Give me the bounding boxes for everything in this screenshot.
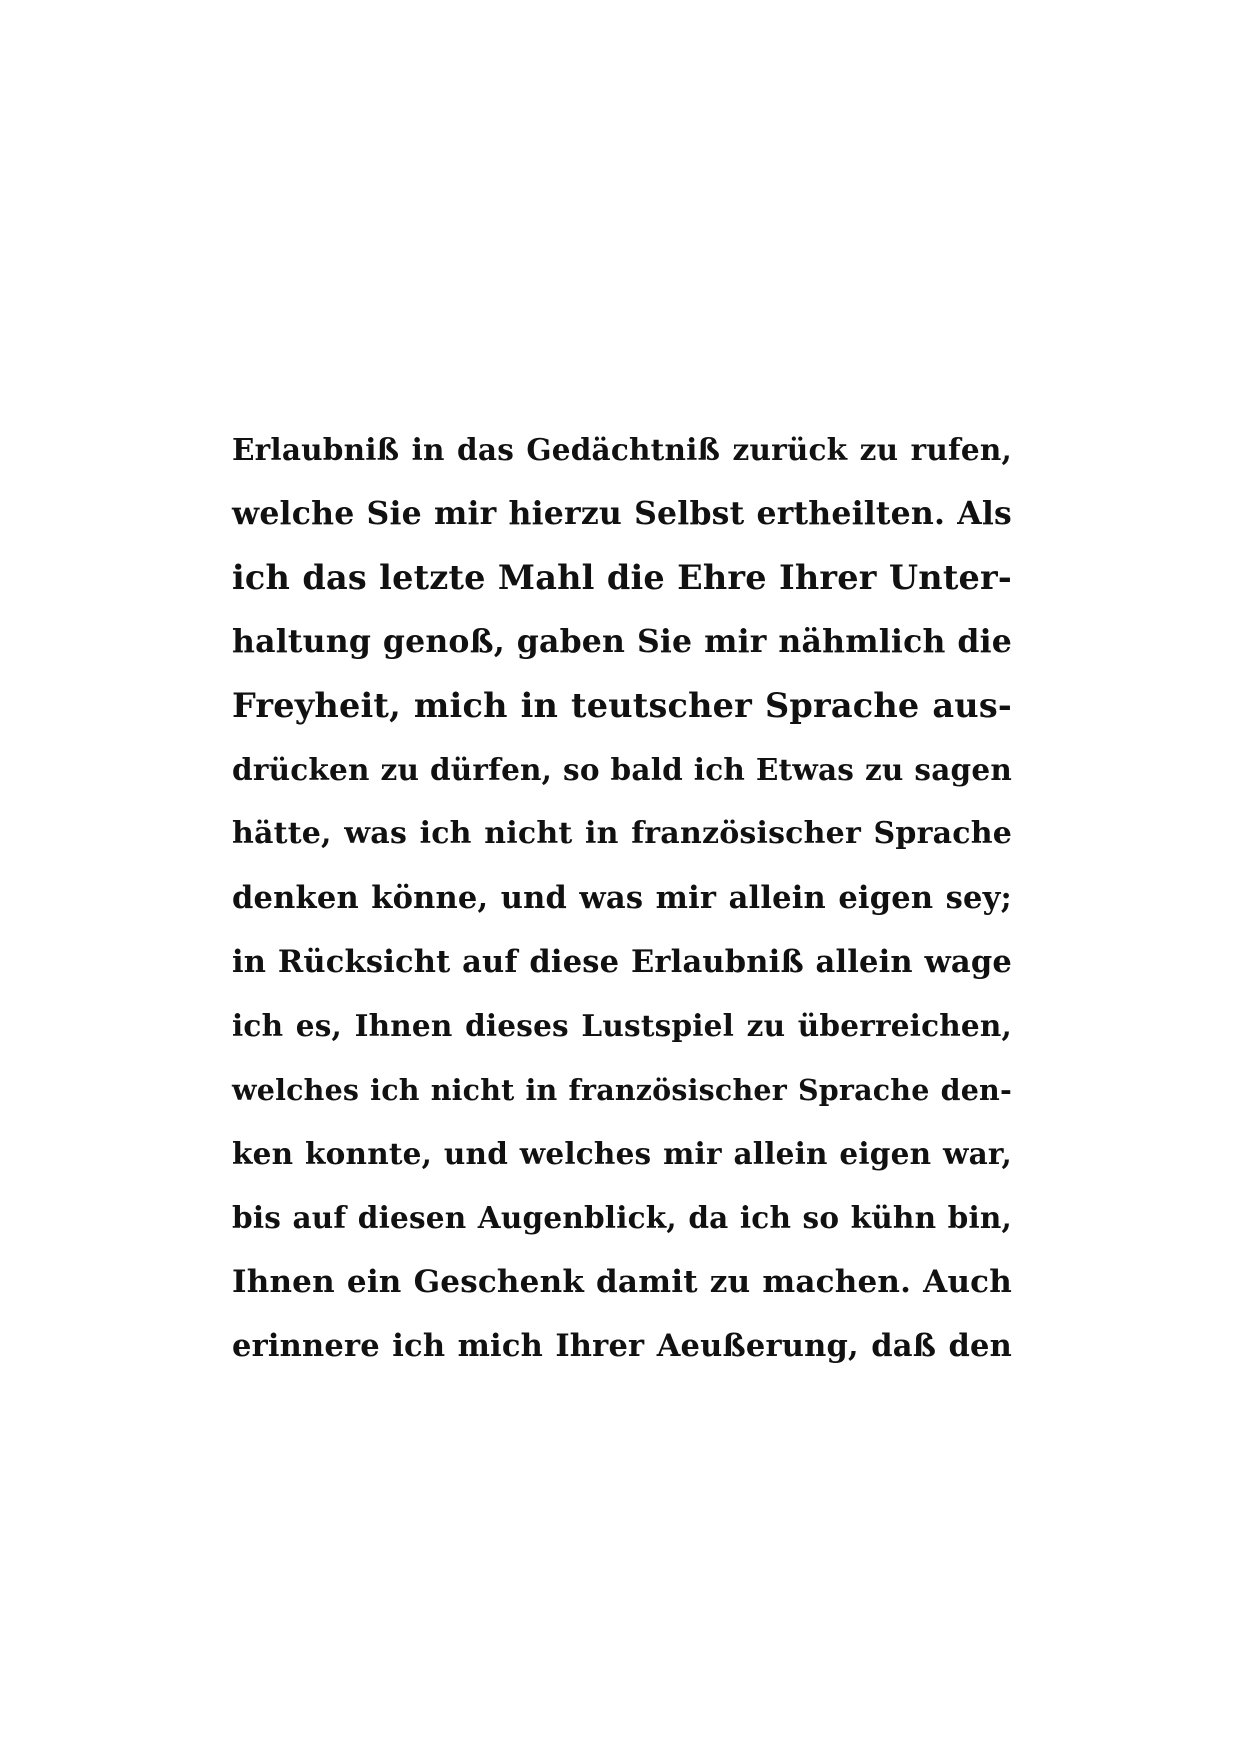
- text-line: erinnere ich mich Ihrer Aeußerung, daß den: [232, 1328, 1012, 1364]
- text-line: ich es, Ihnen dieses Lustspiel zu überreichen,: [232, 1008, 1012, 1043]
- text-line: ken konnte, und welches mir allein eigen war,: [232, 1136, 1012, 1171]
- text-line: Erlaubniß in das Gedächtniß zurück zu rufen,: [232, 432, 1012, 467]
- text-line: welches ich nicht in französischer Sprache den-: [232, 1073, 1012, 1107]
- body-text: [232, 418, 1012, 1378]
- text-line: hätte, was ich nicht in französischer Sprache: [232, 816, 1012, 851]
- text-line: ich das letzte Mahl die Ehre Ihrer Unter-: [232, 558, 1012, 597]
- text-line: denken könne, und was mir allein eigen sey;: [232, 880, 1012, 916]
- text-line: welche Sie mir hierzu Selbst ertheilten. Als: [232, 495, 1012, 532]
- text-line: drücken zu dürfen, so bald ich Etwas zu sagen: [232, 752, 1012, 787]
- text-line: in Rücksicht auf diese Erlaubniß allein wage: [232, 944, 1012, 980]
- text-line: bis auf diesen Augenblick, da ich so kühn bin,: [232, 1200, 1012, 1235]
- text-line: haltung genoß, gaben Sie mir nähmlich die: [232, 623, 1012, 660]
- text-line: Ihnen ein Geschenk damit zu machen. Auch: [232, 1264, 1012, 1300]
- text-line: Freyheit, mich in teutscher Sprache aus-: [232, 686, 1012, 725]
